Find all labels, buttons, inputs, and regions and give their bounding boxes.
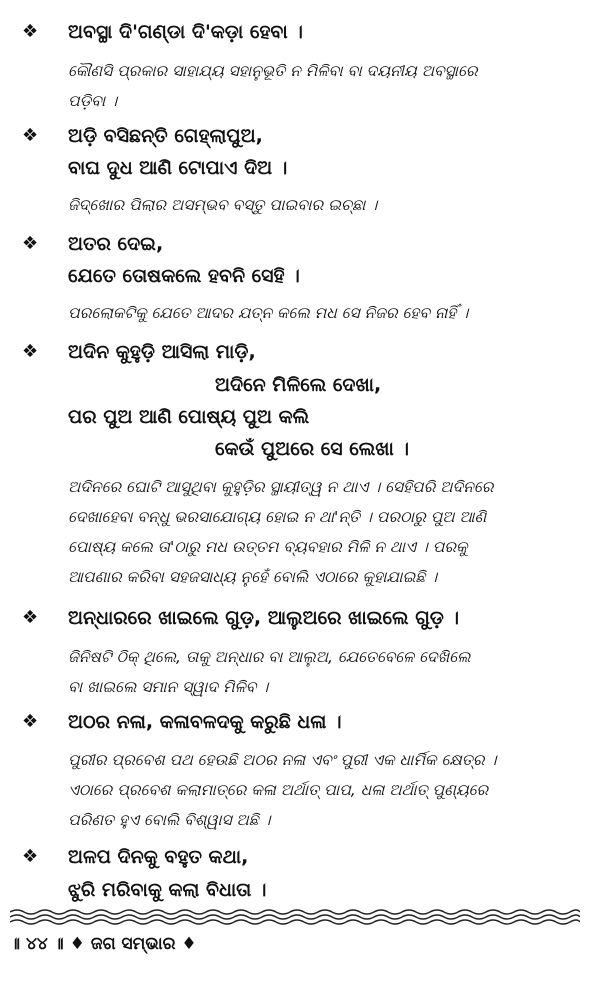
wave-line [10, 915, 580, 919]
meaning-line: ଜିନିଷଟି ଠିକ୍ ଥିଲେ, ତାକୁ ଅନ୍ଧାର ବା ଆଲୁଅ, ଯେତେବେଳେ ଦେଖିଲେ [68, 648, 471, 666]
diamond-ornament-icon: ♦ [69, 934, 85, 954]
diamond-bullet-icon: ❖ [22, 233, 39, 254]
diamond-bullet-icon: ❖ [22, 711, 39, 732]
proverb-line: ଅବସ୍ଥା ଦି'ଗଣ୍ଡା ଦି'କଡ଼ା ହେବା । [68, 21, 303, 43]
meaning-line: ଦେଖାହେବା ବନ୍ଧୁ ଭରସାଯୋଗ୍ୟ ହୋଇ ନ ଥା'ନ୍ତି । ପରଠାରୁ ପୁଅ ଆଣି [68, 508, 487, 526]
proverb-meaning [68, 642, 573, 702]
meaning-line: ଆପଣାର କରିବା ସହଜସାଧ୍ୟ ନୁହେଁ ବୋଲି ଏଠାରେ କୁହାଯାଇଛି । [68, 568, 438, 586]
page-footer [10, 934, 197, 954]
meaning-line: ପରଲୋକଟିକୁ ଯେତେ ଆଦର ଯତ୍ନ କଲେ ମଧ ସେ ନିଜର ହେବ ନାହିଁ । [68, 304, 469, 322]
diamond-bullet-icon: ❖ [22, 125, 39, 146]
diamond-ornament-icon: ♦ [181, 934, 197, 954]
meaning-line: ଜିଦ୍‌ଖୋର ପିଲାର ଅସମ୍ଭବ ବସ୍ତୁ ପାଇବାର ଇଚ୍ଛା । [68, 196, 378, 214]
meaning-line: କୌଣସି ପ୍ରକାର ସାହାଯ୍ୟ ସହାନୁଭୂତି ନ ମିଳିବା ବା ଦୟନୀୟ ଅବସ୍ଥାରେ [68, 62, 478, 80]
wave-line [10, 910, 580, 914]
proverb-line: ଅଦିନେ ମିଳିଲେ ଦେଖା, [215, 374, 382, 396]
diamond-bullet-icon: ❖ [22, 341, 39, 362]
proverb-line: ପର ପୁଅ ଆଣି ପୋଷ୍ୟ ପୁଅ କଲି [68, 406, 310, 428]
meaning-line: ପଡ଼ିବା । [68, 92, 118, 110]
meaning-line: ଅଦିନରେ ଘୋଟି ଆସୁଥିବା କୁହୁଡ଼ିର ସ୍ଥାୟୀତ୍ୱ ନ ଥାଏ । ସେହିପରି ଅଦିନରେ [68, 478, 494, 496]
proverb-meaning [68, 472, 573, 592]
proverb-meaning [68, 298, 573, 328]
diamond-bullet-icon: ❖ [22, 846, 39, 867]
proverb-line: ଝୁରି ମରିବାକୁ କଲା ବିଧାତା । [68, 879, 267, 901]
book-title: ଜଗ ସମ୍ଭାର [90, 934, 176, 954]
proverb-line: ଅଡ଼ି ବସିଛନ୍ତି ଗେହ୍ଲାପୁଅ, [68, 125, 263, 147]
proverb-line: ଅଠର ନଳା, କଳାବଳଦକୁ କରୁଛି ଧଳା । [68, 711, 342, 733]
proverb-meaning [68, 56, 573, 116]
proverb-meaning [68, 190, 573, 220]
wave-line [10, 920, 580, 924]
meaning-line: ବା ଖାଇଲେ ସମାନ ସ୍ୱାଦ ମିଳିବ । [68, 678, 269, 696]
wavy-divider [10, 908, 580, 926]
proverb-line: ଅନ୍ଧାରରେ ଖାଇଲେ ଗୁଡ଼, ଆଲୁଅରେ ଖାଇଲେ ଗୁଡ଼ । [68, 607, 460, 629]
diamond-bullet-icon: ❖ [22, 21, 39, 42]
proverb-meaning [68, 745, 573, 835]
meaning-line: ପରିଣତ ହୁଏ ବୋଲି ବିଶ୍ୱାସ ଅଛି । [68, 811, 271, 829]
meaning-line: ପୋଷ୍ୟ କଲେ ତା'ଠାରୁ ମଧ ଉତ୍ତମ ବ୍ୟବହାର ମିଳି ନ ଥାଏ । ପରକୁ [68, 538, 468, 556]
proverb-line: କେଉଁ ପୁଅରେ ସେ ଲେଖା । [215, 438, 410, 460]
diamond-bullet-icon: ❖ [22, 607, 39, 628]
proverb-line: ଯେତେ ତୋଷକଲେ ହବନି ସେହି । [68, 265, 300, 287]
proverb-line: ଅତର ଦେଇ, [68, 233, 164, 255]
proverb-line: ବାଘ ଦୁଧ ଆଣି ଟୋପାଏ ଦିଅ । [68, 157, 288, 179]
proverb-line: ଅଳପ ଦିନକୁ ବହୁତ କଥା, [68, 846, 249, 868]
meaning-line: ଏଠାରେ ପ୍ରବେଶ କଲାମାତ୍ରେ କଳା ଅର୍ଥାତ୍ ପାପ, ଧଳା ଅର୍ଥାତ୍ ପୁଣ୍ୟରେ [68, 781, 489, 799]
page-number: ॥ ୪୪ ॥ [10, 934, 64, 954]
proverb-line: ଅଦିନ କୁହୁଡ଼ି ଆସିଲା ମାଡ଼ି, [68, 341, 256, 363]
meaning-line: ପୁରୀର ପ୍ରବେଶ ପଥ ହେଉଛି ଅଠର ନଳା ଏବଂ ପୁରୀ ଏକ ଧାର୍ମିକ କ୍ଷେତ୍ର । [68, 751, 497, 769]
